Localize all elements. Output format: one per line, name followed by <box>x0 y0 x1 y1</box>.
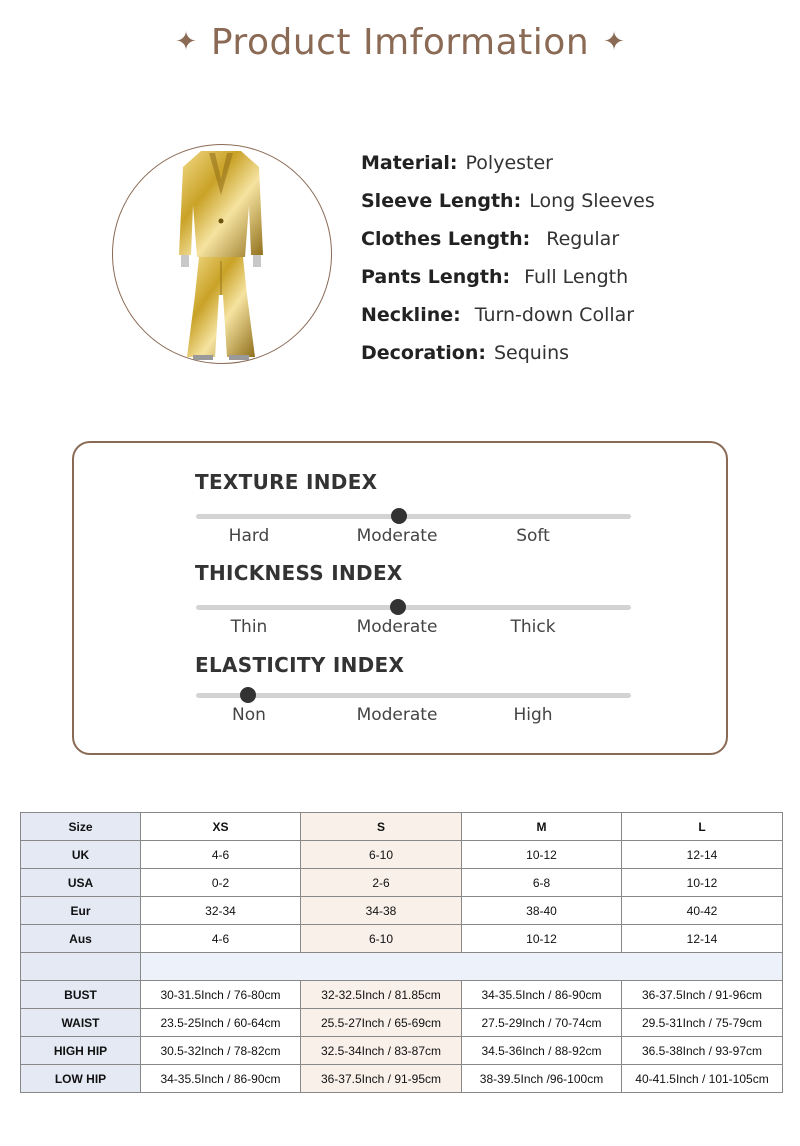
table-header-cell: L <box>622 813 783 841</box>
table-cell: 34-35.5Inch / 86-90cm <box>141 1065 301 1093</box>
table-row-header: LOW HIP <box>21 1065 141 1093</box>
table-row-header: HIGH HIP <box>21 1037 141 1065</box>
size-chart-table <box>20 812 783 1093</box>
attribute-decoration <box>361 334 781 372</box>
table-row-header: USA <box>21 869 141 897</box>
attribute-sleeve-length <box>361 182 781 220</box>
attribute-value: Polyester <box>465 152 553 174</box>
elasticity-index-track <box>196 693 631 698</box>
texture-label-soft: Soft <box>516 526 550 546</box>
table-row-header: UK <box>21 841 141 869</box>
table-row-header: BUST <box>21 981 141 1009</box>
table-spacer-row <box>21 953 783 981</box>
table-cell: 27.5-29Inch / 70-74cm <box>462 1009 622 1037</box>
thickness-label-thick: Thick <box>510 617 556 637</box>
table-row <box>21 1037 783 1065</box>
product-image <box>112 144 332 364</box>
table-cell: 32-32.5Inch / 81.85cm <box>301 981 462 1009</box>
table-cell: 30-31.5Inch / 76-80cm <box>141 981 301 1009</box>
table-cell: 25.5-27Inch / 65-69cm <box>301 1009 462 1037</box>
table-cell: 6-10 <box>301 925 462 953</box>
table-cell: 40-41.5Inch / 101-105cm <box>622 1065 783 1093</box>
gold-suit-illustration <box>113 145 332 364</box>
thickness-index-track <box>196 605 631 610</box>
table-cell: 0-2 <box>141 869 301 897</box>
sparkle-icon: ✦ <box>603 27 625 57</box>
table-cell: 29.5-31Inch / 75-79cm <box>622 1009 783 1037</box>
page-header <box>0 12 800 72</box>
elasticity-index-title: ELASTICITY INDEX <box>195 653 405 677</box>
table-row <box>21 1009 783 1037</box>
elasticity-label-moderate: Moderate <box>356 705 438 725</box>
table-cell: 38-39.5Inch /96-100cm <box>462 1065 622 1093</box>
table-row <box>21 1065 783 1093</box>
table-row <box>21 981 783 1009</box>
table-cell: 40-42 <box>622 897 783 925</box>
table-cell: 4-6 <box>141 925 301 953</box>
table-cell: 2-6 <box>301 869 462 897</box>
attribute-label: Material: <box>361 152 458 174</box>
elasticity-label-high: High <box>513 705 553 725</box>
table-cell: 12-14 <box>622 841 783 869</box>
attribute-label: Clothes Length: <box>361 228 531 250</box>
table-cell: 36-37.5Inch / 91-95cm <box>301 1065 462 1093</box>
table-cell: 34-35.5Inch / 86-90cm <box>462 981 622 1009</box>
attribute-clothes-length <box>361 220 781 258</box>
texture-index-title: TEXTURE INDEX <box>195 470 378 494</box>
texture-index-track <box>196 514 631 519</box>
attribute-material <box>361 144 781 182</box>
table-cell: 4-6 <box>141 841 301 869</box>
table-header-cell: Size <box>21 813 141 841</box>
table-cell: 32.5-34Inch / 83-87cm <box>301 1037 462 1065</box>
elasticity-label-non: Non <box>232 705 266 725</box>
texture-index-knob <box>391 508 407 524</box>
thickness-label-thin: Thin <box>230 617 268 637</box>
table-row-header: Aus <box>21 925 141 953</box>
attribute-value: Sequins <box>493 342 570 364</box>
table-row <box>21 897 783 925</box>
attribute-neckline <box>361 296 781 334</box>
table-cell: 6-10 <box>301 841 462 869</box>
attribute-value: Regular <box>546 228 620 250</box>
table-row-header: WAIST <box>21 1009 141 1037</box>
product-attributes <box>361 144 781 372</box>
table-spacer-cell <box>21 953 141 981</box>
attribute-pants-length <box>361 258 781 296</box>
attribute-value: Turn-down Collar <box>474 304 635 326</box>
table-cell: 10-12 <box>462 925 622 953</box>
table-row <box>21 925 783 953</box>
table-header-cell: M <box>462 813 622 841</box>
table-cell: 38-40 <box>462 897 622 925</box>
attribute-label: Pants Length: <box>361 266 511 288</box>
table-row <box>21 841 783 869</box>
texture-label-hard: Hard <box>228 526 270 546</box>
attribute-value: Full Length <box>524 266 629 288</box>
table-row <box>21 869 783 897</box>
thickness-label-moderate: Moderate <box>356 617 438 637</box>
table-cell: 23.5-25Inch / 60-64cm <box>141 1009 301 1037</box>
table-row-header: Eur <box>21 897 141 925</box>
table-cell: 10-12 <box>622 869 783 897</box>
table-header-cell: S <box>301 813 462 841</box>
table-header-cell: XS <box>141 813 301 841</box>
table-cell: 34-38 <box>301 897 462 925</box>
attribute-label: Neckline: <box>361 304 461 326</box>
attribute-label: Sleeve Length: <box>361 190 522 212</box>
table-cell: 10-12 <box>462 841 622 869</box>
table-cell: 34.5-36Inch / 88-92cm <box>462 1037 622 1065</box>
table-header-row <box>21 813 783 841</box>
texture-label-moderate: Moderate <box>356 526 438 546</box>
table-cell: 36.5-38Inch / 93-97cm <box>622 1037 783 1065</box>
table-cell: 30.5-32Inch / 78-82cm <box>141 1037 301 1065</box>
elasticity-index-knob <box>240 687 256 703</box>
attribute-label: Decoration: <box>361 342 486 364</box>
sparkle-icon: ✦ <box>175 27 197 57</box>
table-cell: 36-37.5Inch / 91-96cm <box>622 981 783 1009</box>
attribute-value: Long Sleeves <box>529 190 655 212</box>
thickness-index-title: THICKNESS INDEX <box>195 561 403 585</box>
table-cell: 32-34 <box>141 897 301 925</box>
page-title: Product Imformation <box>210 21 590 63</box>
thickness-index-knob <box>390 599 406 615</box>
table-cell: 12-14 <box>622 925 783 953</box>
table-spacer-cell <box>141 953 783 981</box>
table-cell: 6-8 <box>462 869 622 897</box>
